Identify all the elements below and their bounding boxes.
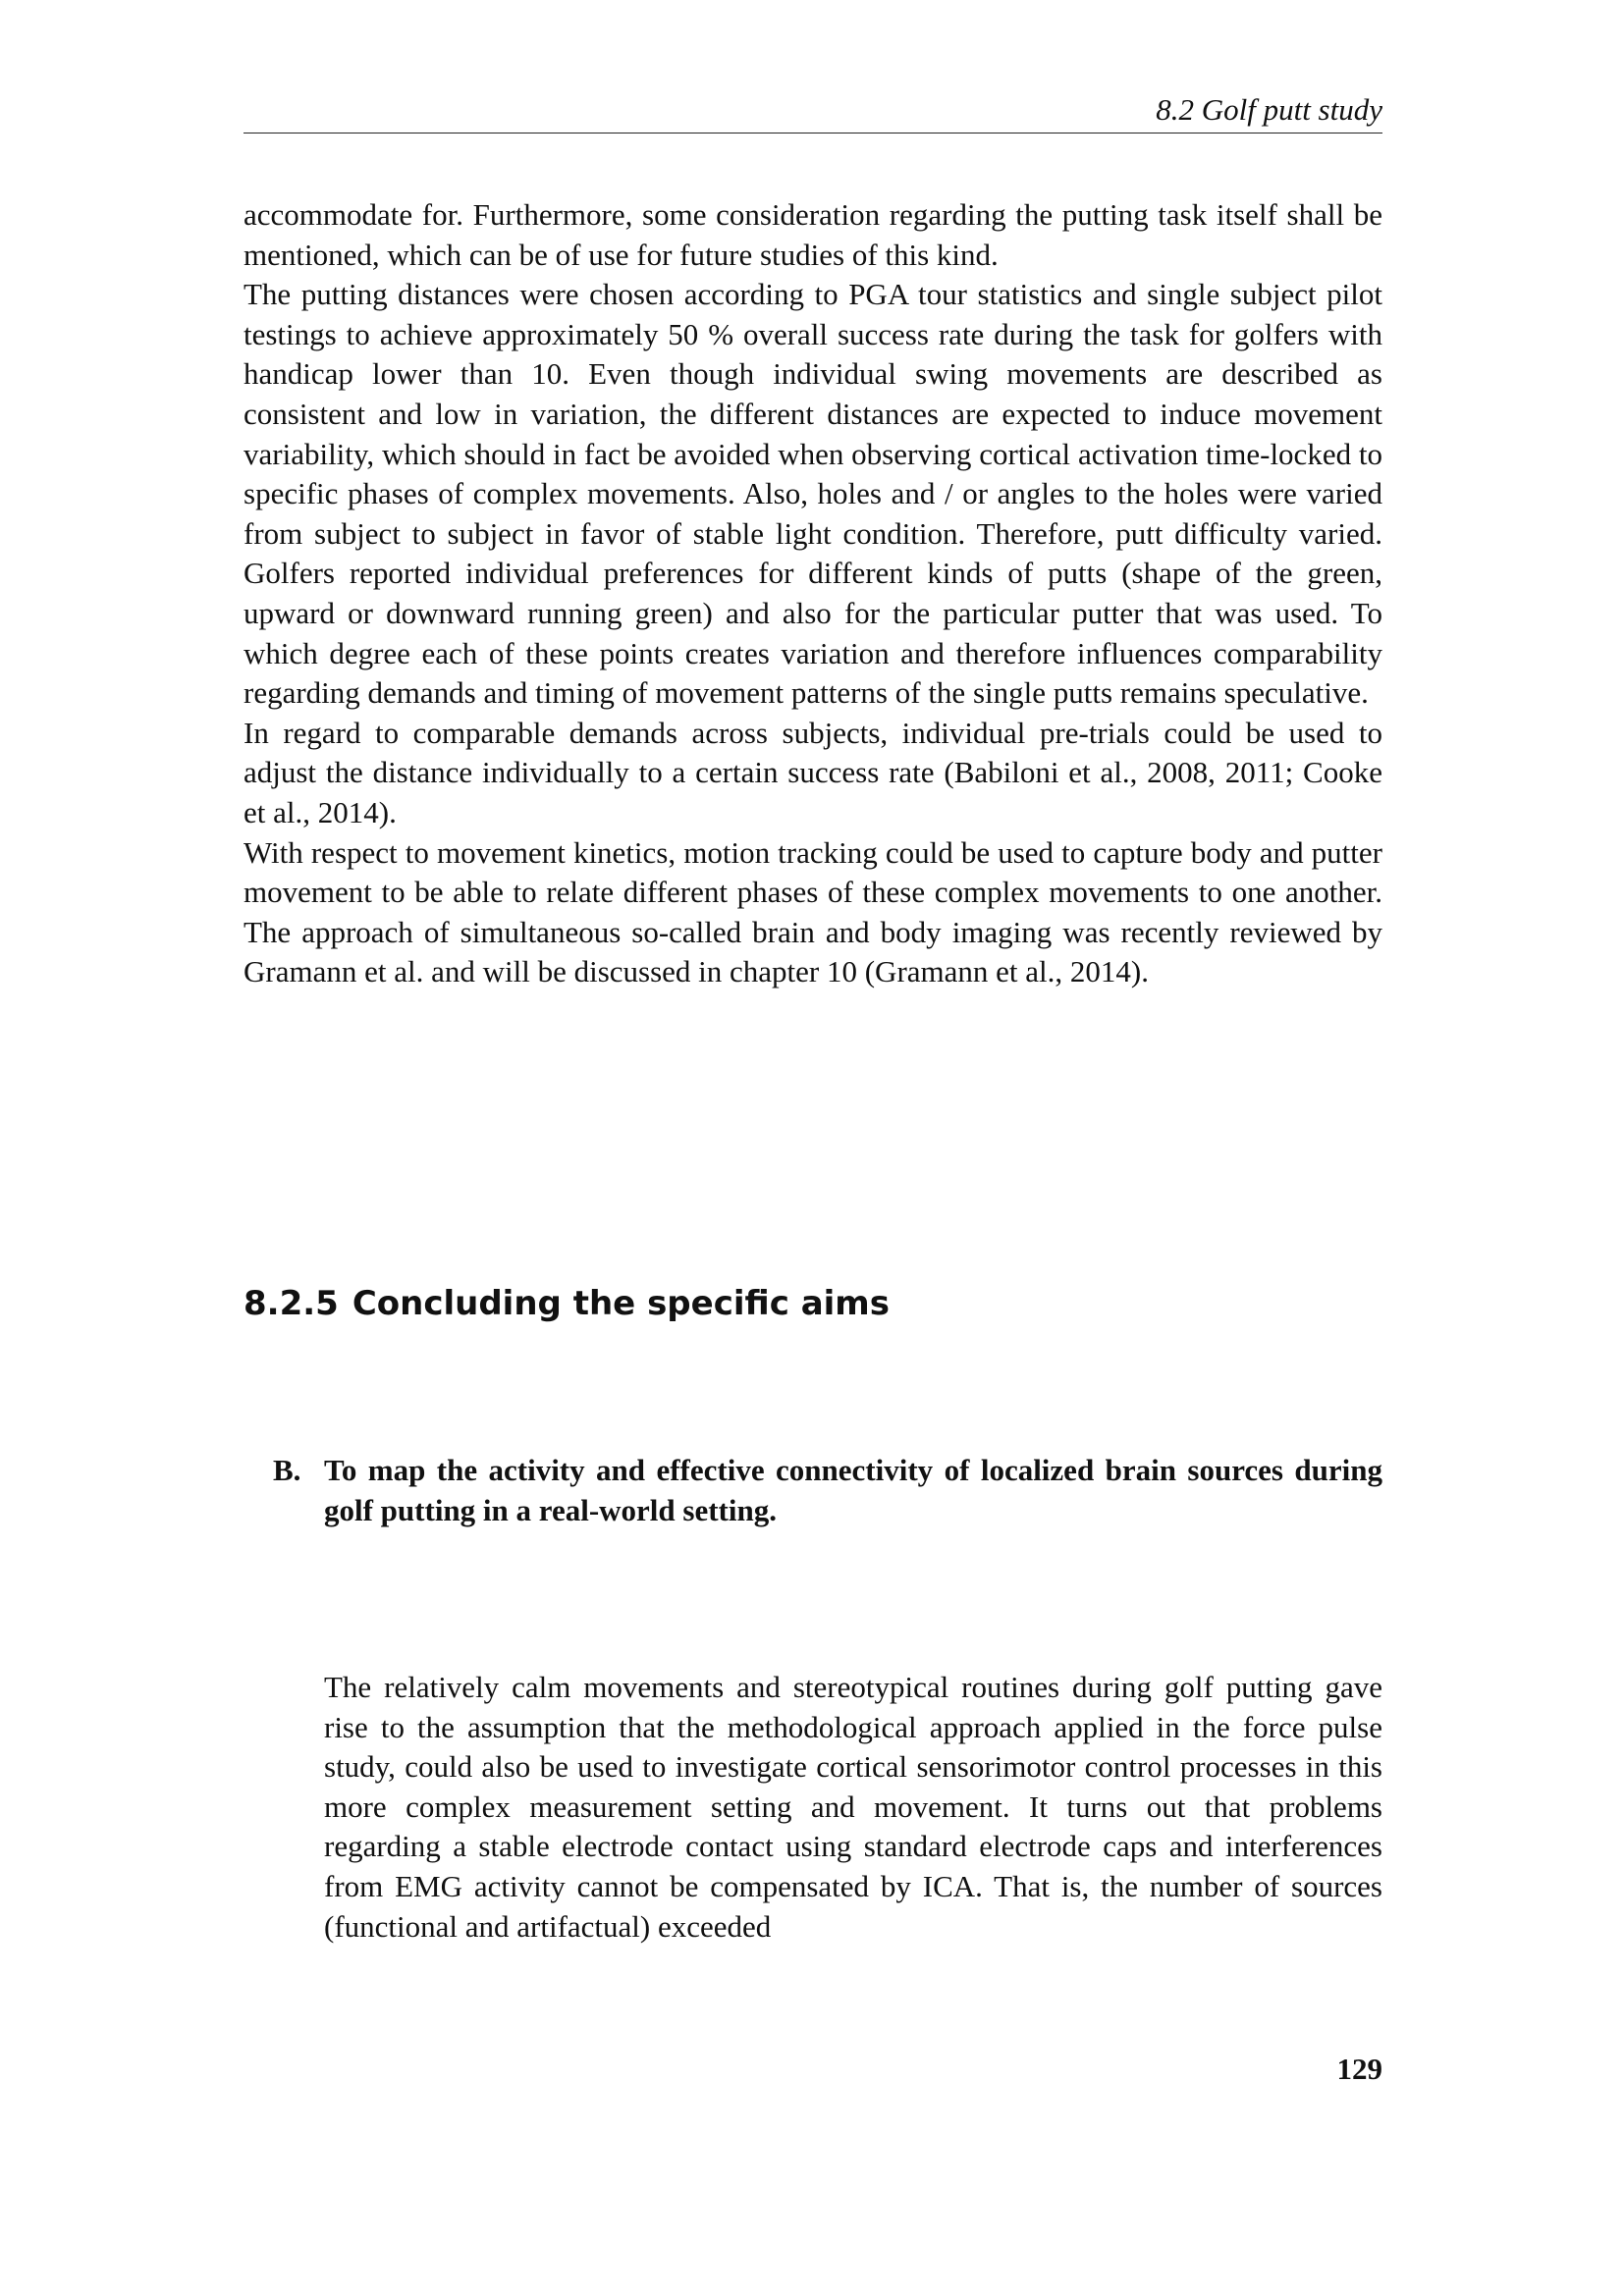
aim-item — [273, 1451, 1382, 1530]
body-text — [244, 195, 1382, 992]
running-header: 8.2 Golf putt study — [1156, 92, 1382, 127]
paragraph-continuation: accommodate for. Furthermore, some consideration regarding the putting task itself shall be mentioned, which can be of use for future studies of this kind. — [244, 197, 1382, 272]
aim-paragraph: The relatively calm movements and stereotypical routines during golf putting gave rise to the assumption that the methodological approach applied in the force pulse study, could also be used to investigate cortical sensorimotor control processes in this more complex measurement setting and movement. It turns out that problems regarding a stable electrode contact using standard electrode caps and interferences from EMG activity cannot be compensated by ICA. That is, the number of sources (functional and artifactual) exceeded — [324, 1670, 1382, 1944]
section-heading — [244, 1282, 1382, 1325]
aim-label: B. — [273, 1453, 301, 1487]
paragraph-comparable-demands: In regard to comparable demands across subjects, individual pre-trials could be used to adjust the distance individually to a certain success rate (Babiloni et al., 2008, 2011; Cooke et al., 2014). — [244, 715, 1382, 829]
section-title: Concluding the specific aims — [352, 1284, 890, 1323]
document-page — [244, 0, 1382, 2296]
aim-statement: To map the activity and effective connectivity of localized brain sources during golf putting in a real-world setting. — [324, 1453, 1382, 1527]
paragraph-movement-kinetics: With respect to movement kinetics, motion tracking could be used to capture body and putter movement to be able to relate different phases of these complex movements to one another. The approach of simultaneous so-called brain and body imaging was recently reviewed by Gramann et al. and will be discussed in chapter 10 (Gramann et al., 2014). — [244, 834, 1382, 989]
page-number: 129 — [1336, 2052, 1382, 2086]
section-number: 8.2.5 — [244, 1284, 339, 1323]
paragraph-putting-distances: The putting distances were chosen according to PGA tour statistics and single subject pilot testings to achieve approximately 50 % overall success rate during the task for golfers with handicap lower than 10. Even though individual swing movements are described as consistent and low in variation, the different distances are expected to induce movement variability, which should in fact be avoided when observing cortical activation time-locked to specific phases of complex movements. Also, holes and / or angles to the holes were varied from subject to subject in favor of stable light condition. Therefore, putt difficulty varied. Golfers reported individual preferences for different kinds of putts (shape of the green, upward or downward running green) and also for the particular putter that was used. To which degree each of these points creates variation and therefore influences comparability regarding demands and timing of movement patterns of the single putts remains speculative. — [244, 277, 1382, 711]
